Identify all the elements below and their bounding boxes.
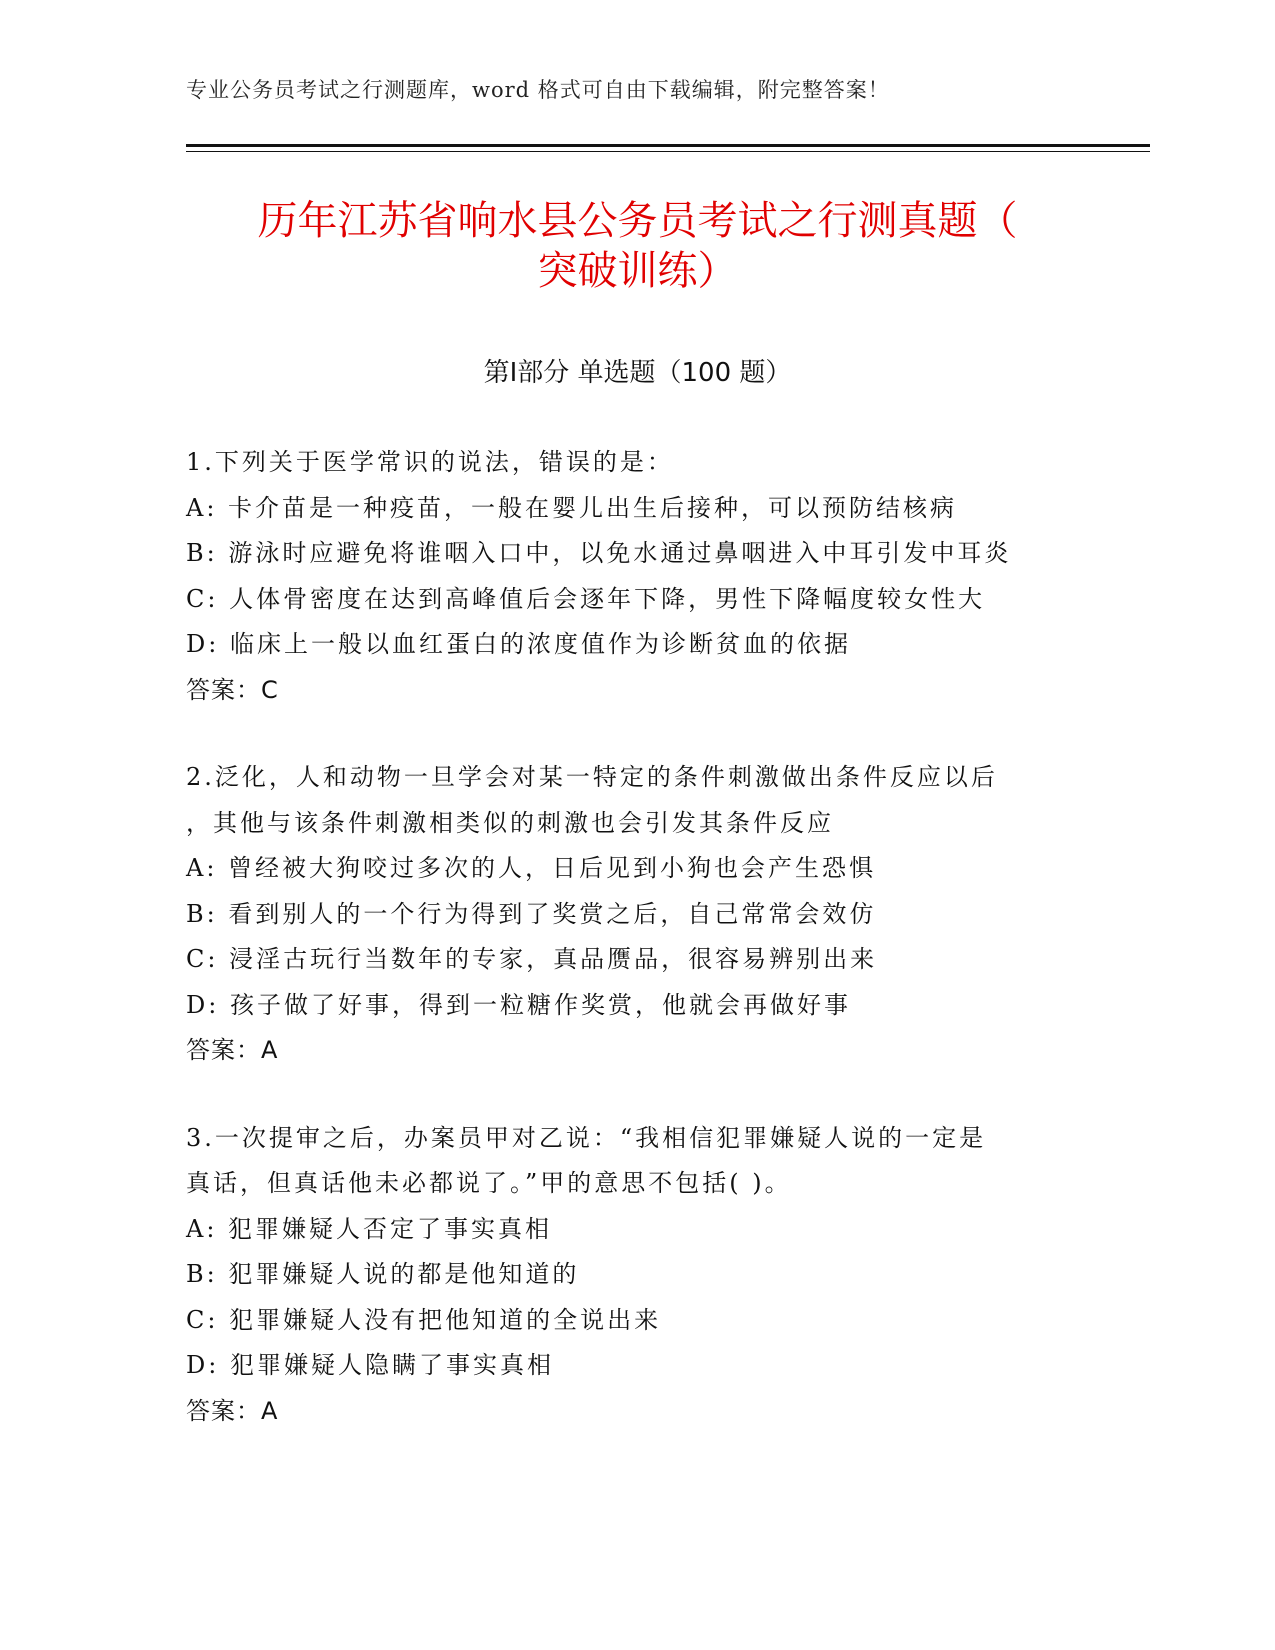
- document-title: [150, 196, 1125, 296]
- question-1-answer: 答案：C: [186, 675, 279, 704]
- document-title-line-1: 历年江苏省响水县公务员考试之行测真题（: [257, 198, 1018, 244]
- question-1-option-a: A: 卡介苗是一种疫苗，一般在婴儿出生后接种，可以预防结核病: [186, 493, 958, 522]
- question-2-option-d: D: 孩子做了好事，得到一粒糖作奖赏，他就会再做好事: [186, 990, 851, 1019]
- question-1-stem-line-1: 1.下列关于医学常识的说法，错误的是：: [186, 448, 674, 476]
- header-rule-thick: [186, 144, 1150, 147]
- header-note: 专业公务员考试之行测题库，word 格式可自由下载编辑，附完整答案！: [186, 78, 890, 102]
- question-3-stem-line-2: 真话，但真话他未必都说了。”甲的意思不包括( )。: [186, 1169, 792, 1197]
- question-3-option-b: B: 犯罪嫌疑人说的都是他知道的: [186, 1260, 580, 1288]
- question-2-option-c: C: 浸淫古玩行当数年的专家，真品赝品，很容易辨别出来: [186, 945, 878, 973]
- question-2-stem-line-2: ，其他与该条件刺激相类似的刺激也会引发其条件反应: [186, 808, 834, 837]
- document-title-line-2: 突破训练）: [537, 248, 738, 294]
- question-3-option-c: C: 犯罪嫌疑人没有把他知道的全说出来: [186, 1305, 662, 1334]
- question-1-option-c: C: 人体骨密度在达到高峰值后会逐年下降，男性下降幅度较女性大: [186, 584, 986, 613]
- question-1-option-d: D: 临床上一般以血红蛋白的浓度值作为诊断贫血的依据: [186, 630, 851, 658]
- section-title: 第Ⅰ部分 单选题（100 题）: [483, 358, 792, 388]
- question-list: [186, 440, 1086, 1476]
- header-rule-thin: [186, 151, 1150, 152]
- question-3-stem-line-1: 3.一次提审之后，办案员甲对乙说：“我相信犯罪嫌疑人说的一定是: [186, 1123, 987, 1152]
- question-1: [186, 440, 1086, 713]
- question-3: [186, 1116, 1086, 1435]
- question-2-option-b: B: 看到别人的一个行为得到了奖赏之后，自己常常会效仿: [186, 899, 877, 928]
- question-3-option-a: A: 犯罪嫌疑人否定了事实真相: [186, 1214, 553, 1243]
- question-3-answer: 答案：A: [186, 1396, 279, 1425]
- question-3-option-d: D: 犯罪嫌疑人隐瞒了事实真相: [186, 1351, 554, 1379]
- question-2-answer: 答案：A: [186, 1036, 279, 1064]
- question-2-stem-line-1: 2.泛化，人和动物一旦学会对某一特定的条件刺激做出条件反应以后: [186, 763, 998, 791]
- question-1-option-b: B: 游泳时应避免将谁咽入口中，以免水通过鼻咽进入中耳引发中耳炎: [186, 539, 1012, 567]
- question-2-option-a: A: 曾经被大狗咬过多次的人，日后见到小狗也会产生恐惧: [186, 854, 877, 882]
- question-2: [186, 755, 1086, 1074]
